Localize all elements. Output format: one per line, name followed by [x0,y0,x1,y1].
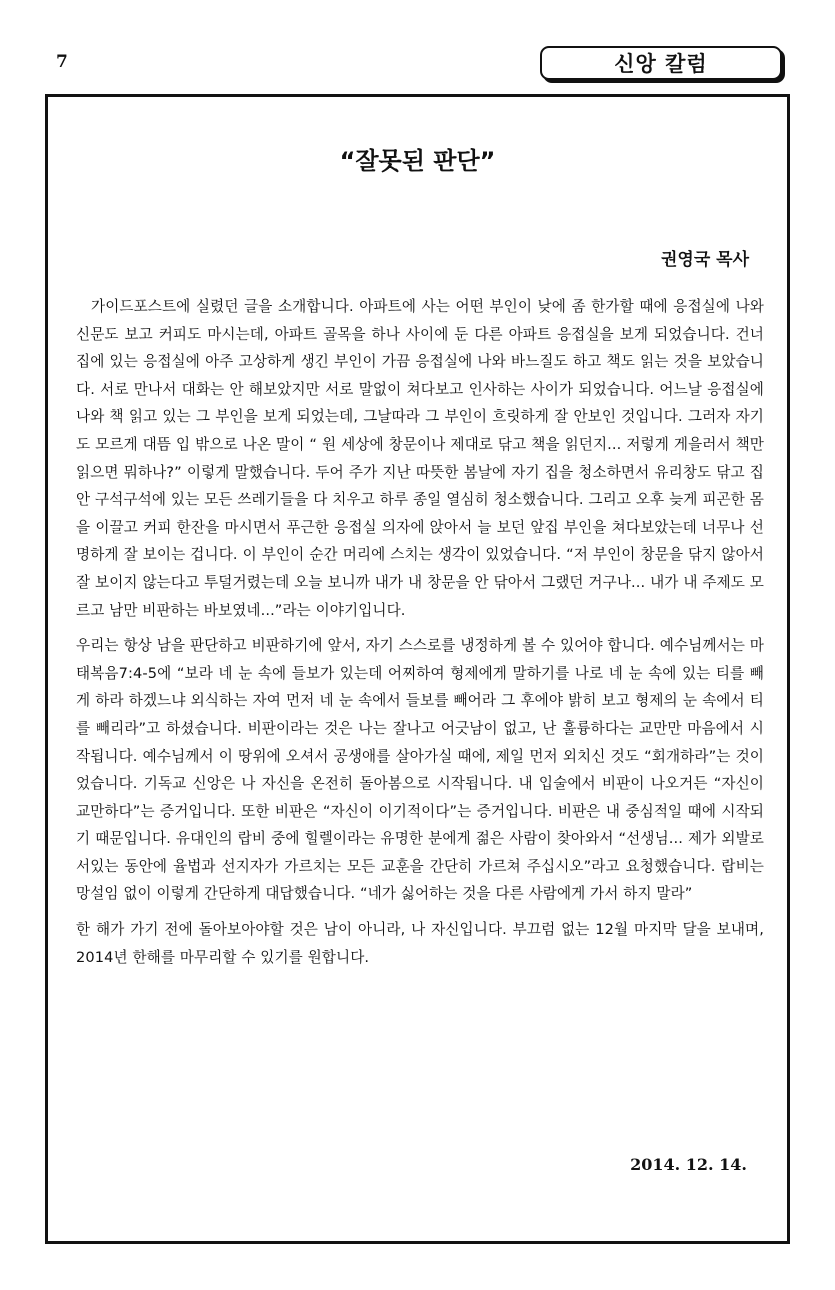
paragraph-2: 우리는 항상 남을 판단하고 비판하기에 앞서, 자기 스스로를 냉정하게 볼 수 있어야 합니다. 예수님께서는 마태복음7:4-5에 “보라 네 눈 속에 들보가 있는데 어찌하여 형제에게 말하기를 나로 네 눈 속에 있는 티를 빼게 하라 하겠느냐 외식하는 자여 먼저 네 눈 속에서 들보를 빼어라 그 후에야 밝히 보고 형제의 눈 속에서 티를 빼리라”고 하셨습니다. 비판이라는 것은 나는 잘나고 어긋남이 없고, 난 훌륭하다는 교만만 마음에서 시작됩니다. 예수님께서 이 땅위에 오셔서 공생애를 살아가실 때에, 제일 먼저 외치신 것도 “회개하라”는 것이었습니다. 기독교 신앙은 나 자신을 온전히 돌아봄으로 시작됩니다. 내 입술에서 비판이 나오거든 “자신이 교만하다”는 증거입니다. 또한 비판은 “자신이 이기적이다”는 증거입니다. 비판은 내 중심적일 때에 시작되기 때문입니다. 유대인의 랍비 중에 힐렐이라는 유명한 분에게 젊은 사람이 찾아와서 “선생님... 제가 외발로 서있는 동안에 율법과 선지자가 가르치는 모든 교훈을 간단히 가르쳐 주십시오”라고 요청했습니다. 랍비는 망설임 없이 이렇게 간단하게 대답했습니다. “네가 싫어하는 것을 다른 사람에게 가서 하지 말라” [76,637,764,903]
section-title-tab: 신앙 칼럼 [540,46,782,80]
page-number: 7 [56,52,68,72]
article-body [76,293,764,979]
paragraph-1: 가이드포스트에 실렸던 글을 소개합니다. 아파트에 사는 어떤 부인이 낮에 좀 한가할 때에 응접실에 나와 신문도 보고 커피도 마시는데, 아파트 골목을 하나 사이에 둔 다른 아파트 응접실을 보게 되었습니다. 건너 집에 있는 응접실에 아주 고상하게 생긴 부인이 가끔 응접실에 나와 바느질도 하고 책도 읽는 것을 보았습니다. 서로 만나서 대화는 안 해보았지만 서로 말없이 쳐다보고 인사하는 사이가 되었습니다. 어느날 응접실에 나와 책 읽고 있는 그 부인을 보게 되었는데, 그날따라 그 부인이 흐릿하게 잘 안보인 것입니다. 그러자 자기도 모르게 대뜸 입 밖으로 나온 말이 “ 원 세상에 창문이나 제대로 닦고 책을 읽던지... 저렇게 게을러서 책만 읽으면 뭐하나?” 이렇게 말했습니다. 두어 주가 지난 따뜻한 봄날에 자기 집을 청소하면서 유리창도 닦고 집안 구석구석에 있는 모든 쓰레기들을 다 치우고 하루 종일 열심히 청소했습니다. 그리고 오후 늦게 피곤한 몸을 이끌고 커피 한잔을 마시면서 푸근한 응접실 의자에 앉아서 늘 보던 앞집 부인을 쳐다보았는데 너무나 선명하게 잘 보이는 겁니다. 이 부인이 순간 머리에 스치는 생각이 있었습니다. “저 부인이 창문을 닦지 않아서 잘 보이지 않는다고 투덜거렸는데 오늘 보니까 내가 내 창문을 안 닦아서 그랬던 거구나... 내가 내 주제도 모르고 남만 비판하는 바보였네...”라는 이야기입니다. [76,298,764,619]
article-title: “잘못된 판단” [339,147,496,175]
paragraph-3: 한 해가 가기 전에 돌아보아야할 것은 남이 아니라, 나 자신입니다. 부끄럼 없는 12월 마지막 달을 보내며, 2014년 한해를 마무리할 수 있기를 원합니다. [76,921,764,966]
article-author: 권영국 목사 [660,250,749,270]
article-frame [45,94,790,1244]
article-date: 2014. 12. 14. [630,1155,747,1174]
